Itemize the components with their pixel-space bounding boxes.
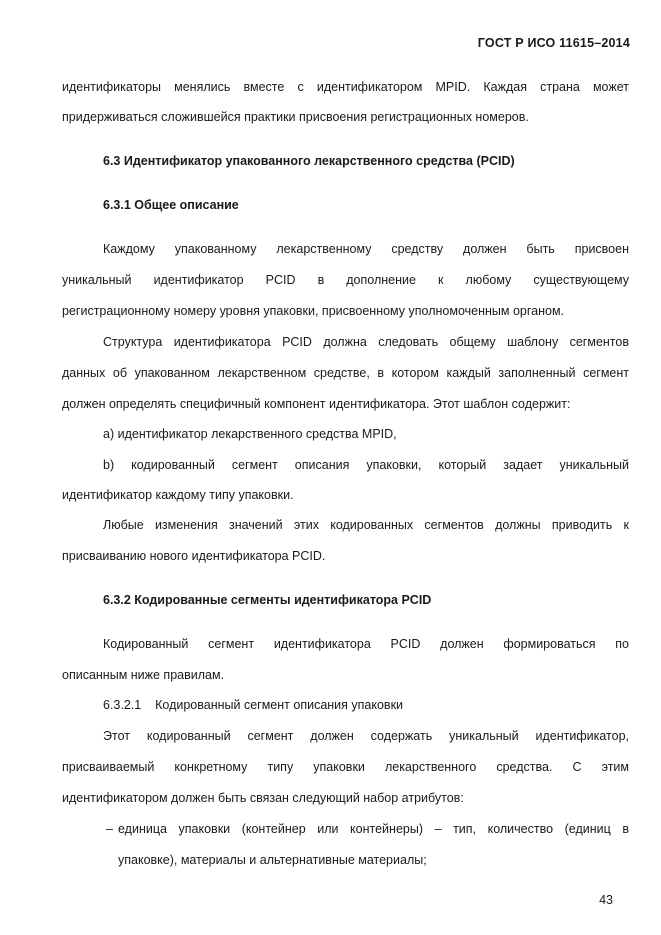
section-heading-6-3-1: 6.3.1 Общее описание: [103, 198, 239, 212]
text-line: описанным ниже правилам.: [62, 668, 225, 682]
text-line: Каждому упакованному лекарственному средству должен быть присвоен: [103, 242, 629, 256]
text-line: данных об упакованном лекарственном средстве, в котором каждый заполненный сегмент: [62, 366, 629, 380]
text-line: придерживаться сложившейся практики присвоения регистрационных номеров.: [62, 110, 529, 124]
page-number: 43: [599, 893, 613, 907]
text-line: уникальный идентификатор PCID в дополнение к любому существующему: [62, 273, 629, 287]
text-line: Любые изменения значений этих кодированных сегментов должны приводить к: [103, 518, 629, 532]
text-line: Этот кодированный сегмент должен содержать уникальный идентификатор,: [103, 729, 629, 743]
text-line: идентификатор каждому типу упаковки.: [62, 488, 294, 502]
list-item-b: b) кодированный сегмент описания упаковки, который задает уникальный: [103, 458, 629, 472]
dash-bullet: –: [106, 822, 113, 836]
text-line: Структура идентификатора PCID должна следовать общему шаблону сегментов: [103, 335, 629, 349]
text-line: идентификаторы менялись вместе с идентификатором MPID. Каждая страна может: [62, 80, 629, 94]
text-line: упаковке), материалы и альтернативные материалы;: [118, 853, 427, 867]
text-line: присваиваемый конкретному типу упаковки лекарственного средства. С этим: [62, 760, 629, 774]
text-line: единица упаковки (контейнер или контейнеры) – тип, количество (единиц в: [118, 822, 629, 836]
text-line: регистрационному номеру уровня упаковки, присвоенному уполномоченным органом.: [62, 304, 565, 318]
document-header: ГОСТ Р ИСО 11615–2014: [477, 36, 630, 50]
section-heading-6-3-2-1: 6.3.2.1 Кодированный сегмент описания упаковки: [103, 698, 404, 712]
section-heading-6-3-2: 6.3.2 Кодированные сегменты идентификатора PCID: [103, 593, 432, 607]
text-line: Кодированный сегмент идентификатора PCID должен формироваться по: [103, 637, 629, 651]
text-line: присваиванию нового идентификатора PCID.: [62, 549, 326, 563]
list-item-a: а) идентификатор лекарственного средства MPID,: [103, 427, 397, 441]
text-line: должен определять специфичный компонент идентификатора. Этот шаблон содержит:: [62, 397, 571, 411]
text-line: идентификатором должен быть связан следующий набор атрибутов:: [62, 791, 464, 805]
section-heading-6-3: 6.3 Идентификатор упакованного лекарственного средства (PCID): [103, 154, 515, 168]
